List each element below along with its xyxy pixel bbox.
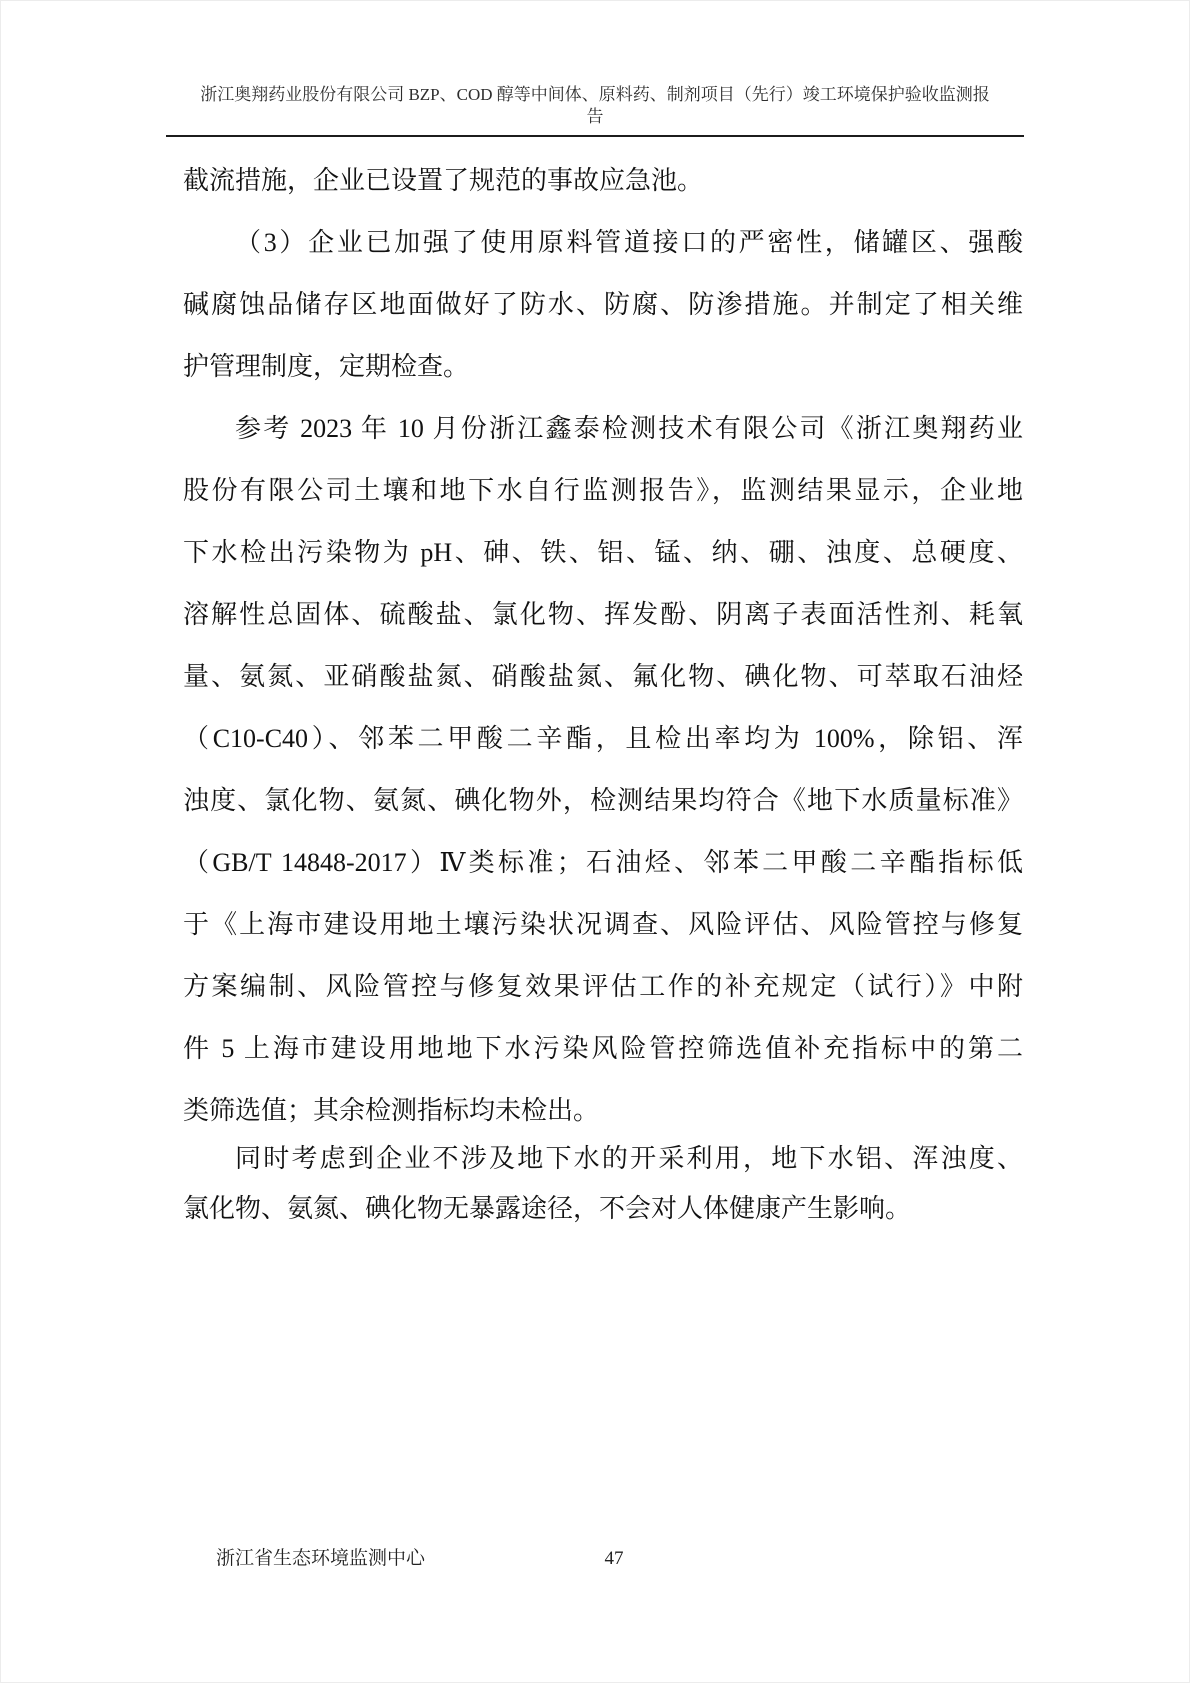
text-line: 股份有限公司土壤和地下水自行监测报告》，监测结果显示，企业地	[183, 476, 1023, 505]
text-line: 件 5 上海市建设用地地下水污染风险管控筛选值补充指标中的第二	[183, 1034, 1023, 1063]
text-line: 护管理制度，定期检查。	[183, 352, 470, 381]
text-line: （3）企业已加强了使用原料管道接口的严密性，储罐区、强酸	[235, 228, 1023, 257]
text-line: 量、氨氮、亚硝酸盐氮、硝酸盐氮、氟化物、碘化物、可萃取石油烃	[183, 662, 1023, 691]
header-divider	[166, 135, 1024, 137]
text-line: 类筛选值；其余检测指标均未检出。	[183, 1096, 600, 1125]
page-header	[166, 84, 1024, 128]
text-line: 参考 2023 年 10 月份浙江鑫泰检测技术有限公司《浙江奥翔药业	[235, 414, 1023, 443]
footer-page-number: 47	[604, 1548, 624, 1569]
footer-organization: 浙江省生态环境监测中心	[216, 1548, 426, 1569]
text-line: 氯化物、氨氮、碘化物无暴露途径，不会对人体健康产生影响。	[183, 1194, 912, 1223]
text-line: 于《上海市建设用地土壤污染状况调查、风险评估、风险管控与修复	[183, 910, 1023, 939]
text-line: 下水检出污染物为 pH、砷、铁、铝、锰、纳、硼、浊度、总硬度、	[183, 538, 1023, 567]
text-line: 方案编制、风险管控与修复效果评估工作的补充规定（试行）》中附	[183, 972, 1023, 1001]
text-line: （C10-C40）、邻苯二甲酸二辛酯，且检出率均为 100%，除铝、浑	[183, 724, 1023, 753]
header-title-line2: 告	[586, 107, 604, 126]
text-line: 碱腐蚀品储存区地面做好了防水、防腐、防渗措施。并制定了相关维	[183, 290, 1023, 319]
text-line: 浊度、氯化物、氨氮、碘化物外，检测结果均符合《地下水质量标准》	[183, 786, 1023, 815]
document-body	[183, 150, 1023, 1234]
text-line: 同时考虑到企业不涉及地下水的开采利用，地下水铝、浑浊度、	[235, 1144, 1023, 1173]
text-line: 溶解性总固体、硫酸盐、氯化物、挥发酚、阴离子表面活性剂、耗氧	[183, 600, 1023, 629]
text-line: （GB/T 14848-2017）Ⅳ类标准；石油烃、邻苯二甲酸二辛酯指标低	[183, 848, 1023, 877]
header-title-line1: 浙江奥翔药业股份有限公司 BZP、COD 醇等中间体、原料药、制剂项目（先行）竣工环境保护验收监测报	[200, 85, 990, 104]
text-line: 截流措施，企业已设置了规范的事故应急池。	[183, 166, 704, 195]
